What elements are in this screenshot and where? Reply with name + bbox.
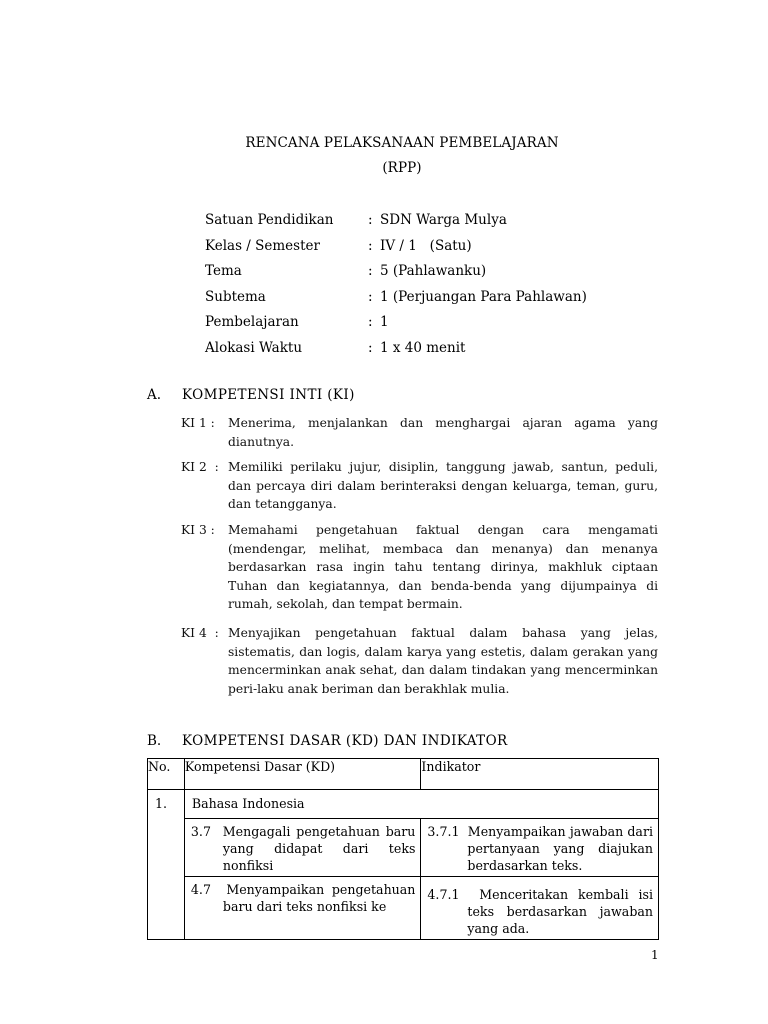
table-row: [148, 877, 659, 940]
indikator-entry: [427, 886, 653, 937]
table-cell-indikator: [421, 819, 659, 877]
indikator-entry: [427, 823, 653, 874]
info-value: 1 (Perjuangan Para Pahlawan): [380, 288, 587, 305]
section-title: KOMPETENSI INTI (KI): [182, 387, 355, 403]
indikator-number: 3.7.1: [427, 824, 460, 839]
indikator-text: Menceritakan kembali isi teks berdasarkan jawaban yang ada.: [467, 887, 653, 936]
kd-text: Mengagali pengetahuan baru yang didapat dari teks nonfiksi: [222, 824, 416, 873]
ki-label: KI 4 :: [181, 626, 219, 640]
ki-item-3: [181, 521, 658, 614]
info-colon: :: [368, 339, 373, 356]
info-label: Pembelajaran: [205, 314, 299, 330]
section-letter: B.: [147, 733, 162, 749]
table-header-indikator: Indikator: [421, 759, 659, 790]
ki-item-1: [181, 414, 658, 451]
table-cell-indikator: [421, 877, 659, 940]
section-letter: A.: [147, 387, 162, 403]
info-value: 5 (Pahlawanku): [380, 263, 487, 279]
ki-label: KI 1 :: [181, 416, 215, 430]
ki-text: Menyajikan pengetahuan faktual dalam bahasa yang jelas, sistematis, dan logis, dalam karya yang estetis, dalam gerakan yang mencerminkan anak sehat, dan dalam tindakan yang mencerminkan peri-laku anak beriman dan berakhlak mulia.: [228, 626, 658, 696]
info-colon: :: [368, 288, 373, 305]
kd-indikator-table: [147, 758, 659, 940]
info-value: SDN Warga Mulya: [380, 212, 507, 228]
info-colon: :: [368, 237, 373, 254]
table-header-row: [148, 759, 659, 790]
table-cell-no: 1.: [148, 790, 185, 940]
info-label: Subtema: [205, 288, 266, 305]
info-label: Tema: [205, 263, 242, 279]
table-cell-subject: Bahasa Indonesia: [184, 790, 658, 819]
ki-text: Memahami pengetahuan faktual dengan cara mengamati (mendengar, melihat, membaca dan menanya) dan menanya berdasarkan rasa ingin tahu tentang dirinya, makhluk ciptaan Tuhan dan kegiatannya, dan benda-benda yang dijumpainya di rumah, sekolah, dan tempat bermain.: [228, 523, 658, 612]
kd-number: 4.7: [190, 882, 211, 897]
info-value: 1: [380, 314, 389, 330]
section-title: KOMPETENSI DASAR (KD) DAN INDIKATOR: [182, 733, 508, 749]
info-colon: :: [368, 212, 373, 228]
kd-text: Menyampaikan pengetahuan baru dari teks nonfiksi ke: [222, 882, 416, 914]
table-cell-kd: [184, 819, 421, 877]
ki-text: Memiliki perilaku jujur, disiplin, tanggung jawab, santun, peduli, dan percaya diri dalam berinteraksi dengan keluarga, teman, guru, dan tetangganya.: [228, 460, 658, 512]
kd-entry: [191, 881, 416, 915]
table-cell-kd: [184, 877, 421, 940]
indikator-text: Menyampaikan jawaban dari pertanyaan yang diajukan berdasarkan teks.: [467, 824, 653, 873]
document-subtitle: (RPP): [382, 160, 422, 176]
info-value: 1 x 40 menit: [380, 339, 466, 356]
kd-number: 3.7: [190, 824, 211, 839]
page-number: 1: [651, 948, 659, 962]
table-header-kd: Kompetensi Dasar (KD): [184, 759, 421, 790]
table-header-no: No.: [148, 759, 185, 790]
info-colon: :: [368, 314, 373, 330]
kd-entry: [191, 823, 416, 874]
ki-item-2: [181, 458, 658, 514]
ki-item-4: [181, 624, 658, 698]
info-label: Kelas / Semester: [205, 237, 320, 254]
ki-label: KI 2 :: [181, 460, 219, 474]
document-title: RENCANA PELAKSANAAN PEMBELAJARAN: [245, 135, 559, 151]
indikator-number: 4.7.1: [427, 887, 460, 902]
ki-text: Menerima, menjalankan dan menghargai ajaran agama yang dianutnya.: [228, 416, 658, 449]
info-label: Alokasi Waktu: [205, 339, 303, 356]
info-label: Satuan Pendidikan: [205, 212, 334, 228]
table-row: [148, 819, 659, 877]
ki-label: KI 3 :: [181, 523, 215, 537]
info-value: IV / 1 (Satu): [380, 237, 472, 254]
table-subject-row: [148, 790, 659, 819]
info-colon: :: [368, 263, 373, 279]
